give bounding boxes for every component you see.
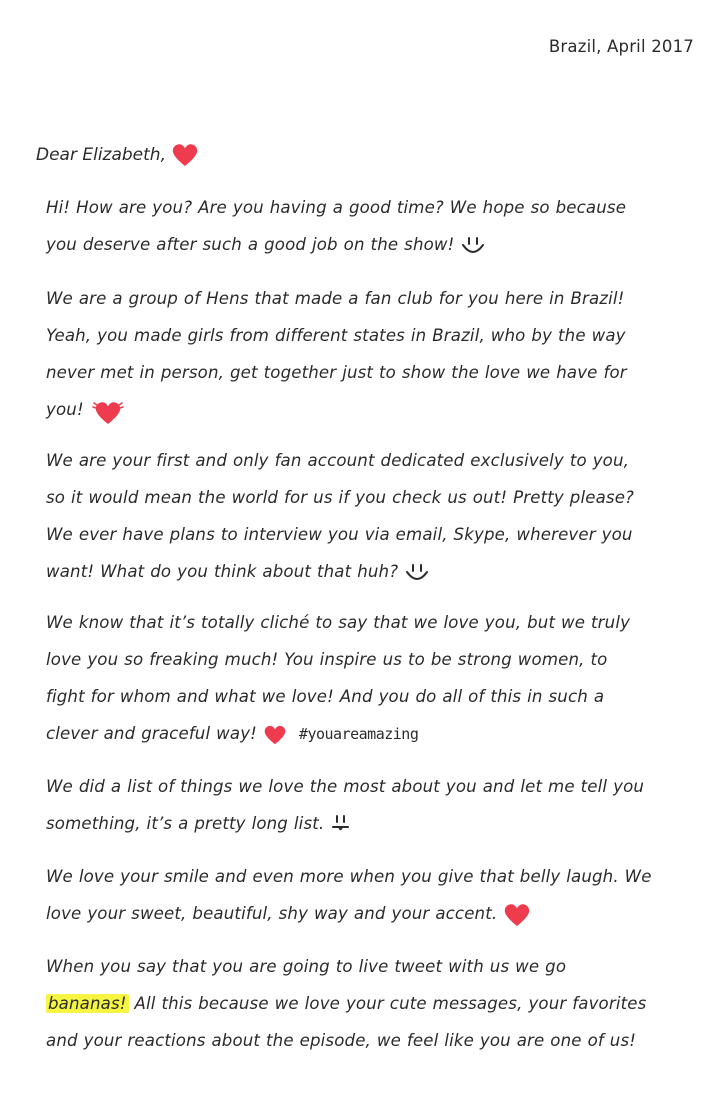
text-line: never met in person, get together just to show the love we have for (46, 363, 627, 382)
paragraph-love (46, 604, 706, 753)
text-segment: clever and graceful way! (46, 724, 257, 743)
text-segment: you! (46, 400, 84, 419)
text-line (46, 553, 706, 590)
text-line (46, 805, 706, 842)
text-line: Hi! How are you? Are you having a good time? We hope so because (46, 198, 627, 217)
text-line: so it would mean the world for us if you check us out! Pretty please? (46, 488, 635, 507)
text-segment: want! What do you think about that huh? (46, 562, 399, 581)
text-line: When you say that you are going to live tweet with us we go (46, 957, 567, 976)
text-line: We are your first and only fan account dedicated exclusively to you, (46, 451, 630, 470)
salutation (36, 142, 199, 168)
text-segment: you deserve after such a good job on the show! (46, 235, 455, 254)
heart-icon (503, 902, 531, 928)
text-line: Yeah, you made girls from different states in Brazil, who by the way (46, 326, 626, 345)
paragraph-greeting (46, 189, 706, 263)
text-line: fight for whom and what we love! And you do all of this in such a (46, 687, 605, 706)
text-line (46, 391, 706, 428)
heart-icon (171, 142, 199, 168)
text-segment: something, it’s a pretty long list. (46, 814, 325, 833)
awkward-smiley-icon (330, 814, 352, 836)
text-line: We love your smile and even more when you give that belly laugh. We (46, 867, 652, 886)
text-line (46, 715, 706, 753)
smiley-icon (404, 562, 430, 584)
paragraph-list (46, 768, 706, 842)
text-line: love you so freaking much! You inspire us to be strong women, to (46, 650, 608, 669)
hashtag: #youareamazing (298, 725, 419, 743)
paragraph-smile (46, 858, 706, 932)
heart-icon (263, 724, 287, 746)
text-line: We know that it’s totally cliché to say that we love you, but we truly (46, 613, 631, 632)
salutation-text: Dear Elizabeth, (36, 145, 166, 165)
text-line: and your reactions about the episode, we feel like you are one of us! (46, 1031, 637, 1050)
highlighted-word: bananas! (48, 994, 127, 1013)
text-line (46, 226, 706, 263)
paragraph-live-tweet (46, 948, 706, 1059)
text-line: We are a group of Hens that made a fan club for you here in Brazil! (46, 289, 625, 308)
text-line: We ever have plans to interview you via email, Skype, wherever you (46, 525, 633, 544)
text-segment: love your sweet, beautiful, shy way and your accent. (46, 904, 498, 923)
text-line (46, 985, 706, 1022)
letter-date: Brazil, April 2017 (548, 37, 694, 56)
heart-icon (90, 396, 126, 426)
smiley-icon (460, 235, 486, 257)
paragraph-fan-account (46, 442, 706, 590)
text-line: We did a list of things we love the most about you and let me tell you (46, 777, 645, 796)
text-line (46, 895, 706, 932)
text-segment: All this because we love your cute messages, your favorites (128, 994, 647, 1013)
paragraph-fan-club (46, 280, 706, 428)
